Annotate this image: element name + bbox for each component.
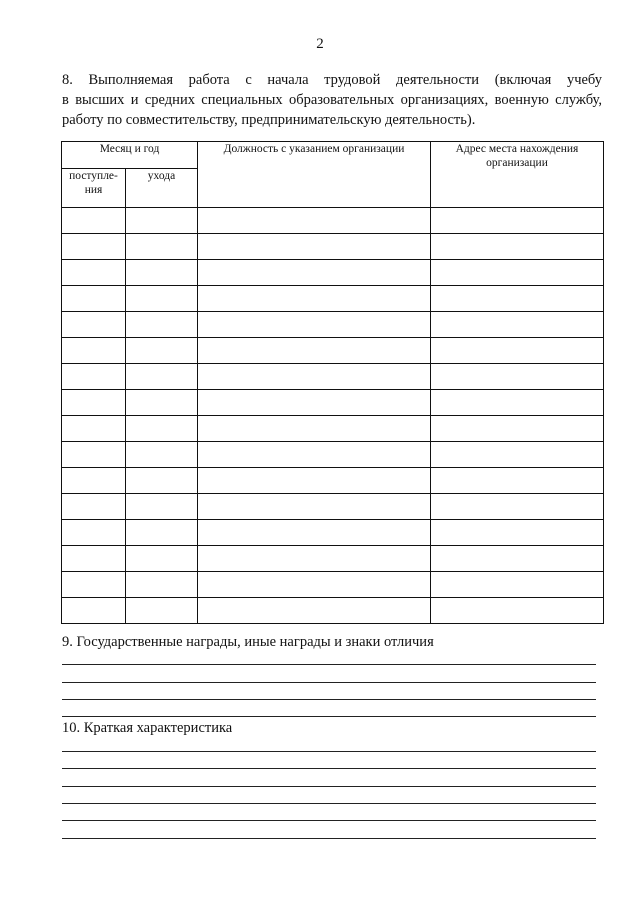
cell-address[interactable] bbox=[431, 312, 604, 338]
section-9-title: 9. Государственные награды, иные награды и знаки отличия bbox=[62, 634, 434, 650]
cell-position[interactable] bbox=[198, 598, 431, 624]
cell-position[interactable] bbox=[198, 338, 431, 364]
cell-address[interactable] bbox=[431, 598, 604, 624]
section-8-heading bbox=[62, 70, 602, 130]
cell-address[interactable] bbox=[431, 364, 604, 390]
cell-exit-date[interactable] bbox=[126, 520, 198, 546]
characteristic-line-4 bbox=[62, 803, 596, 804]
cell-address[interactable] bbox=[431, 390, 604, 416]
cell-exit-date[interactable] bbox=[126, 494, 198, 520]
work-history-table bbox=[61, 141, 604, 624]
cell-entry-date[interactable] bbox=[62, 598, 126, 624]
cell-position[interactable] bbox=[198, 416, 431, 442]
cell-exit-date[interactable] bbox=[126, 572, 198, 598]
cell-entry-date[interactable] bbox=[62, 234, 126, 260]
cell-entry-date[interactable] bbox=[62, 520, 126, 546]
page-number: 2 bbox=[316, 36, 324, 52]
cell-entry-date[interactable] bbox=[62, 312, 126, 338]
table-body bbox=[62, 208, 604, 624]
cell-address[interactable] bbox=[431, 494, 604, 520]
table-row bbox=[62, 416, 604, 442]
cell-entry-date[interactable] bbox=[62, 468, 126, 494]
cell-exit-date[interactable] bbox=[126, 260, 198, 286]
cell-entry-date[interactable] bbox=[62, 260, 126, 286]
table-row bbox=[62, 208, 604, 234]
cell-position[interactable] bbox=[198, 234, 431, 260]
table-row bbox=[62, 234, 604, 260]
table-row bbox=[62, 390, 604, 416]
cell-exit-date[interactable] bbox=[126, 364, 198, 390]
table-row bbox=[62, 468, 604, 494]
table-row bbox=[62, 572, 604, 598]
cell-address[interactable] bbox=[431, 416, 604, 442]
section-8-line-2: в высших и средних специальных образовательных организациях, военную службу, bbox=[62, 92, 602, 108]
awards-line-4 bbox=[62, 716, 596, 717]
cell-entry-date[interactable] bbox=[62, 494, 126, 520]
header-address-label: Адрес места нахождения организации bbox=[455, 143, 579, 169]
cell-address[interactable] bbox=[431, 546, 604, 572]
characteristic-line-3 bbox=[62, 786, 596, 787]
section-8-line-3: работу по совместительству, предпринимательскую деятельность). bbox=[62, 112, 476, 128]
cell-position[interactable] bbox=[198, 468, 431, 494]
characteristic-line-6 bbox=[62, 838, 596, 839]
table-row bbox=[62, 312, 604, 338]
cell-exit-date[interactable] bbox=[126, 390, 198, 416]
cell-address[interactable] bbox=[431, 468, 604, 494]
cell-address[interactable] bbox=[431, 286, 604, 312]
header-position: Должность с указанием организации bbox=[198, 142, 431, 208]
cell-exit-date[interactable] bbox=[126, 546, 198, 572]
cell-exit-date[interactable] bbox=[126, 312, 198, 338]
awards-line-3 bbox=[62, 699, 596, 700]
cell-entry-date[interactable] bbox=[62, 546, 126, 572]
section-10-title: 10. Краткая характеристика bbox=[62, 720, 233, 736]
cell-entry-date[interactable] bbox=[62, 442, 126, 468]
section-8-line-1: 8. Выполняемая работа с начала трудовой деятельности (включая учебу bbox=[62, 72, 602, 88]
cell-position[interactable] bbox=[198, 520, 431, 546]
cell-exit-date[interactable] bbox=[126, 416, 198, 442]
cell-exit-date[interactable] bbox=[126, 442, 198, 468]
cell-exit-date[interactable] bbox=[126, 338, 198, 364]
awards-line-2 bbox=[62, 682, 596, 683]
table-row bbox=[62, 494, 604, 520]
cell-address[interactable] bbox=[431, 260, 604, 286]
cell-entry-date[interactable] bbox=[62, 572, 126, 598]
cell-entry-date[interactable] bbox=[62, 416, 126, 442]
characteristic-line-1 bbox=[62, 751, 596, 752]
cell-position[interactable] bbox=[198, 494, 431, 520]
header-month-year: Месяц и год bbox=[62, 142, 198, 169]
cell-exit-date[interactable] bbox=[126, 208, 198, 234]
cell-exit-date[interactable] bbox=[126, 598, 198, 624]
table-row bbox=[62, 520, 604, 546]
table-row bbox=[62, 442, 604, 468]
table-row bbox=[62, 338, 604, 364]
cell-address[interactable] bbox=[431, 338, 604, 364]
cell-entry-date[interactable] bbox=[62, 364, 126, 390]
cell-entry-date[interactable] bbox=[62, 338, 126, 364]
cell-position[interactable] bbox=[198, 390, 431, 416]
header-address bbox=[431, 142, 604, 208]
table-row bbox=[62, 260, 604, 286]
cell-address[interactable] bbox=[431, 442, 604, 468]
header-entry-label: поступле-ния bbox=[69, 170, 118, 196]
cell-address[interactable] bbox=[431, 208, 604, 234]
header-exit: ухода bbox=[126, 169, 198, 208]
table-row bbox=[62, 364, 604, 390]
characteristic-line-5 bbox=[62, 820, 596, 821]
header-entry bbox=[62, 169, 126, 208]
cell-position[interactable] bbox=[198, 442, 431, 468]
cell-position[interactable] bbox=[198, 312, 431, 338]
cell-position[interactable] bbox=[198, 208, 431, 234]
cell-position[interactable] bbox=[198, 364, 431, 390]
cell-exit-date[interactable] bbox=[126, 286, 198, 312]
characteristic-line-2 bbox=[62, 768, 596, 769]
cell-position[interactable] bbox=[198, 572, 431, 598]
cell-address[interactable] bbox=[431, 234, 604, 260]
cell-position[interactable] bbox=[198, 546, 431, 572]
table-row bbox=[62, 286, 604, 312]
awards-line-1 bbox=[62, 664, 596, 665]
table-row bbox=[62, 546, 604, 572]
cell-exit-date[interactable] bbox=[126, 468, 198, 494]
cell-entry-date[interactable] bbox=[62, 208, 126, 234]
cell-address[interactable] bbox=[431, 520, 604, 546]
cell-position[interactable] bbox=[198, 260, 431, 286]
cell-entry-date[interactable] bbox=[62, 390, 126, 416]
cell-entry-date[interactable] bbox=[62, 286, 126, 312]
cell-address[interactable] bbox=[431, 572, 604, 598]
cell-position[interactable] bbox=[198, 286, 431, 312]
cell-exit-date[interactable] bbox=[126, 234, 198, 260]
table-row bbox=[62, 598, 604, 624]
